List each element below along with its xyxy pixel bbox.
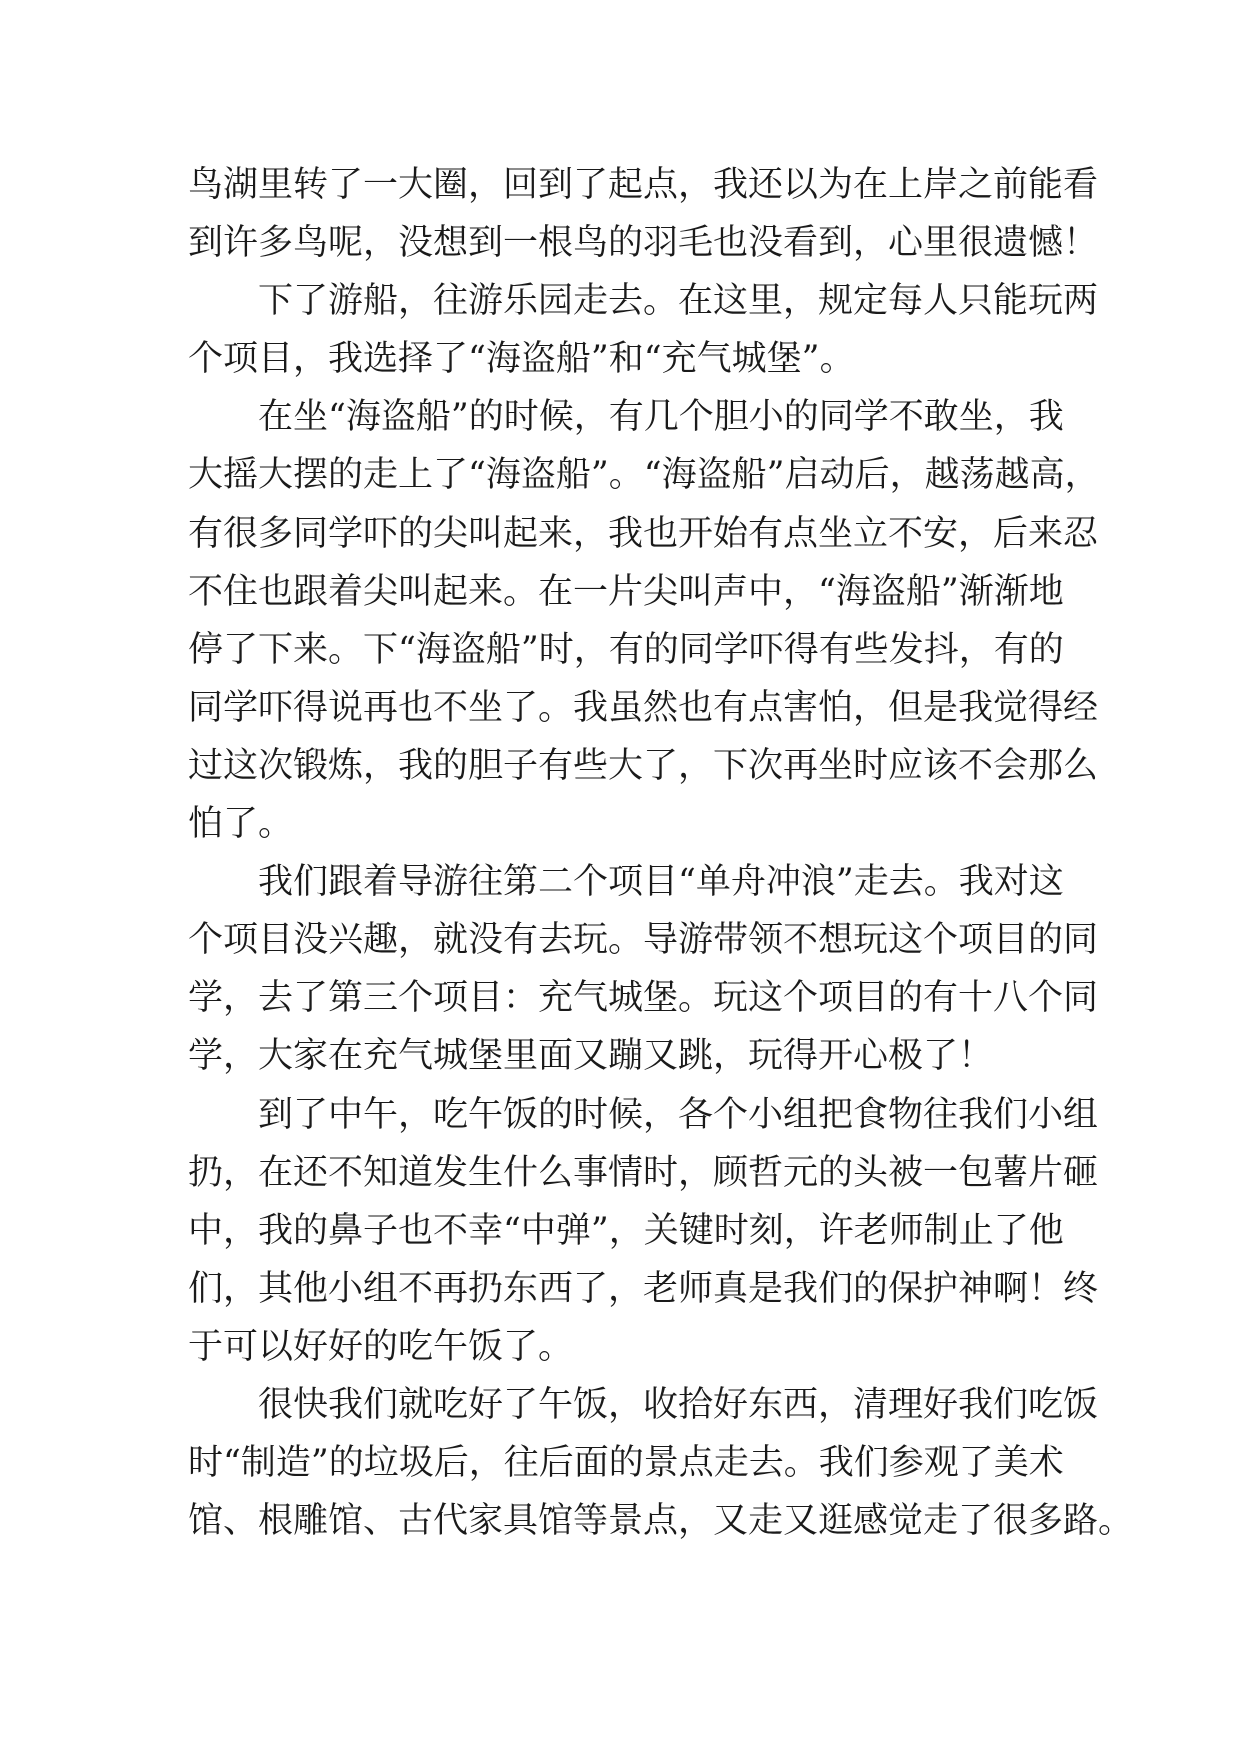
paragraph-3-line-5: 停了下来。下“海盗船”时，有的同学吓得有些发抖，有的 bbox=[188, 629, 1064, 670]
paragraph-1-line-1: 鸟湖里转了一大圈，回到了起点，我还以为在上岸之前能看 bbox=[188, 165, 1099, 205]
body-text bbox=[188, 156, 1134, 1550]
paragraph-5-line-5: 于可以好好的吃午饭了。 bbox=[188, 1326, 574, 1367]
paragraph-3-line-4: 不住也跟着尖叫起来。在一片尖叫声中，“海盗船”渐渐地 bbox=[188, 571, 1064, 612]
paragraph-4-line-1: 我们跟着导游往第二个项目“单舟冲浪”走去。我对这 bbox=[258, 862, 1064, 903]
paragraph-2-line-1: 下了游船，往游乐园走去。在这里，规定每人只能玩两 bbox=[258, 281, 1099, 322]
paragraph-3-line-2: 大摇大摆的走上了“海盗船”。“海盗船”启动后，越荡越高， bbox=[188, 455, 1100, 496]
paragraph-3-line-3: 有很多同学吓的尖叫起来，我也开始有点坐立不安，后来忍 bbox=[188, 513, 1099, 554]
paragraph-6-line-2: 时“制造”的垃圾后，往后面的景点走去。我们参观了美术 bbox=[188, 1443, 1064, 1484]
paragraph-5-line-3: 中，我的鼻子也不幸“中弹”，关键时刻，许老师制止了他 bbox=[188, 1210, 1064, 1251]
paragraph-5-line-4: 们，其他小组不再扔东西了，老师真是我们的保护神啊！终 bbox=[188, 1268, 1099, 1309]
paragraph-4-line-3: 学，去了第三个项目：充气城堡。玩这个项目的有十八个同 bbox=[188, 978, 1099, 1019]
paragraph-3-line-8: 怕了。 bbox=[188, 804, 294, 845]
paragraph-6-line-1: 很快我们就吃好了午饭，收拾好东西，清理好我们吃饭 bbox=[258, 1384, 1099, 1425]
paragraph-5-line-1: 到了中午，吃午饭的时候，各个小组把食物往我们小组 bbox=[258, 1094, 1099, 1135]
paragraph-2-line-2: 个项目，我选择了“海盗船”和“充气城堡”。 bbox=[188, 339, 855, 380]
paragraph-3-line-7: 过这次锻炼，我的胆子有些大了，下次再坐时应该不会那么 bbox=[188, 745, 1099, 786]
paragraph-4-line-2: 个项目没兴趣，就没有去玩。导游带领不想玩这个项目的同 bbox=[188, 920, 1099, 961]
paragraph-3-line-1: 在坐“海盗船”的时候，有几个胆小的同学不敢坐，我 bbox=[258, 397, 1064, 438]
paragraph-6-line-3: 馆、根雕馆、古代家具馆等景点，又走又逛感觉走了很多路。 bbox=[188, 1501, 1134, 1542]
paragraph-4-line-4: 学，大家在充气城堡里面又蹦又跳，玩得开心极了！ bbox=[188, 1036, 994, 1077]
paragraph-3-line-6: 同学吓得说再也不坐了。我虽然也有点害怕，但是我觉得经 bbox=[188, 687, 1099, 728]
paragraph-5-line-2: 扔，在还不知道发生什么事情时，顾哲元的头被一包薯片砸 bbox=[188, 1152, 1099, 1193]
paragraph-1-line-2: 到许多鸟呢，没想到一根鸟的羽毛也没看到，心里很遗憾！ bbox=[188, 223, 1099, 264]
